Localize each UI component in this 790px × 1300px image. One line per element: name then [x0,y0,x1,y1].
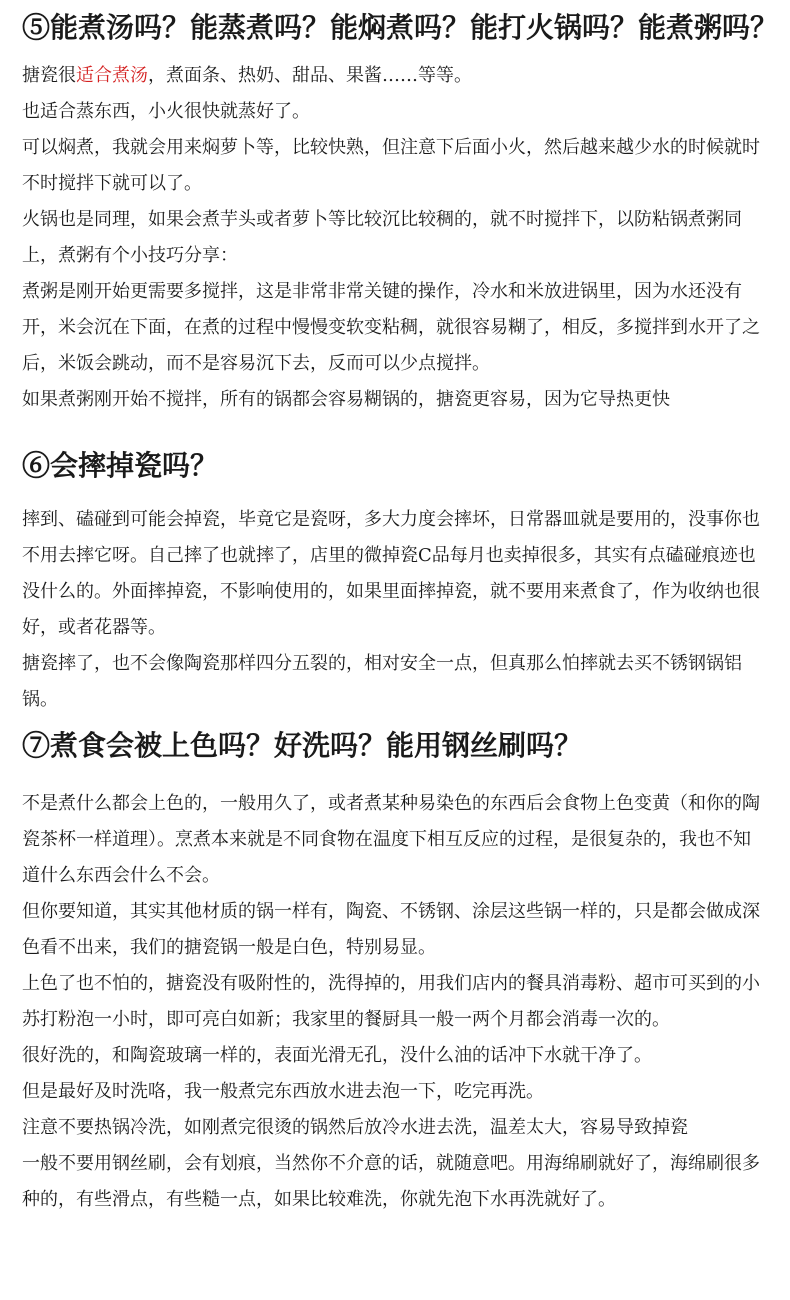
paragraph-wash-timely: 但是最好及时洗咯，我一般煮完东西放水进去泡一下，吃完再洗。 [22,1081,544,1102]
paragraph-staining: 不是煮什么都会上色的，一般用久了，或者煮某种易染色的东西后会食物上色变黄（和你的陶瓷茶杯一样道理）。烹煮本来就是不同食物在温度下相互反应的过程，是很复杂的，我也不知道什么东西会什么不会。 [22,793,760,886]
paragraph-soup [22,58,764,94]
paragraph-steam: 也适合蒸东西，小火很快就蒸好了。 [22,101,310,122]
paragraph-soup-suffix: ，煮面条、热奶、甜品、果酱……等等。 [148,65,472,86]
paragraph-easy-wash: 很好洗的，和陶瓷玻璃一样的，表面光滑无孔，没什么油的话冲下水就干净了。 [22,1045,652,1066]
paragraph-no-cold-wash: 注意不要热锅冷洗，如刚煮完很烫的锅然后放冷水进去洗，温差太大，容易导致掉瓷 [22,1117,688,1138]
paragraph-soup-prefix: 搪瓷很 [22,65,76,86]
highlight-text-soup: 适合煮汤 [76,65,148,86]
paragraph-hotpot: 火锅也是同理，如果会煮芋头或者萝卜等比较沉比较稠的，就不时搅拌下，以防粘锅煮粥同上，煮粥有个小技巧分享： [22,209,742,266]
paragraph-stain-removal: 上色了也不怕的，搪瓷没有吸附性的，洗得掉的，用我们店内的餐具消毒粉、超市可买到的小苏打粉泡一小时，即可亮白如新；我家里的餐厨具一般一两个月都会消毒一次的。 [22,973,760,1030]
paragraph-other-materials: 但你要知道，其实其他材质的锅一样有，陶瓷、不锈钢、涂层这些锅一样的，只是都会做成深色看不出来，我们的搪瓷锅一般是白色，特别易显。 [22,901,760,958]
paragraph-porridge-warning: 如果煮粥刚开始不搅拌，所有的锅都会容易糊锅的，搪瓷更容易，因为它导热更快 [22,389,670,410]
paragraph-chipping-detail: 摔到、磕碰到可能会掉瓷，毕竟它是瓷呀，多大力度会摔坏，日常器皿就是要用的，没事你也不用去摔它呀。自己摔了也就摔了，店里的微掉瓷C品每月也卖掉很多，其实有点磕碰痕迹也没什么的。外面摔掉瓷，不影响使用的，如果里面摔掉瓷，就不要用来煮食了，作为收纳也很好，或者花器等。 [22,509,760,638]
section-title-chipping: ⑥会摔掉瓷吗？ [22,449,219,482]
paragraph-no-steel-brush: 一般不要用钢丝刷，会有划痕，当然你不介意的话，就随意吧。用海绵刷就好了，海绵刷很多种的，有些滑点，有些糙一点，如果比较难洗，你就先泡下水再洗就好了。 [22,1153,760,1210]
section-title-staining-cleaning: ⑦煮食会被上色吗？好洗吗？能用钢丝刷吗？ [22,729,583,762]
paragraph-chipping-safety: 搪瓷摔了，也不会像陶瓷那样四分五裂的，相对安全一点，但真那么怕摔就去买不锈钢锅铝锅。 [22,653,742,710]
paragraph-porridge-tip: 煮粥是刚开始更需要多搅拌，这是非常非常关键的操作，冷水和米放进锅里，因为水还没有开，米会沉在下面，在煮的过程中慢慢变软变粘稠，就很容易糊了，相反，多搅拌到水开了之后，米饭会跳动，而不是容易沉下去，反而可以少点搅拌。 [22,281,760,374]
paragraph-braise: 可以焖煮，我就会用来焖萝卜等，比较快熟，但注意下后面小火，然后越来越少水的时候就时不时搅拌下就可以了。 [22,137,760,194]
section-title-cooking-uses: ⑤能煮汤吗？能蒸煮吗？能焖煮吗？能打火锅吗？能煮粥吗？ [22,11,779,44]
section-cooking-uses [22,0,779,418]
section-chipping [22,418,764,718]
section-staining-cleaning [22,718,764,1218]
